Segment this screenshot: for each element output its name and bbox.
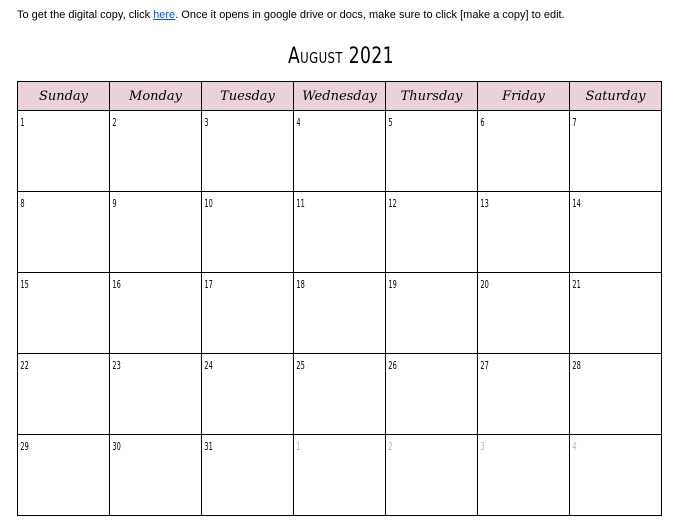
weekday-monday: Monday [110,82,202,111]
day-cell[interactable] [110,192,202,273]
day-cell[interactable] [386,111,478,192]
day-number: 20 [480,278,489,291]
weekday-friday: Friday [478,82,570,111]
day-cell[interactable] [478,354,570,435]
day-number: 7 [572,116,577,129]
day-cell[interactable] [570,111,662,192]
day-number: 11 [296,197,305,210]
weekday-saturday: Saturday [570,82,662,111]
day-number-next-month: 3 [480,440,485,453]
day-cell[interactable] [18,192,110,273]
weekday-thursday: Thursday [386,82,478,111]
day-cell-next-month[interactable] [478,435,570,516]
day-cell[interactable] [294,192,386,273]
day-number: 3 [204,116,209,129]
day-number: 8 [20,197,25,210]
day-number: 5 [388,116,393,129]
day-cell[interactable] [110,354,202,435]
day-cell[interactable] [570,273,662,354]
day-number: 15 [20,278,29,291]
day-number: 29 [20,440,29,453]
day-cell-next-month[interactable] [570,435,662,516]
day-cell[interactable] [110,111,202,192]
day-number: 13 [480,197,489,210]
calendar-title: August 2021 [288,44,394,69]
day-cell[interactable] [478,111,570,192]
day-number: 2 [112,116,117,129]
week-row [18,435,662,516]
day-cell-next-month[interactable] [294,435,386,516]
day-cell[interactable] [570,354,662,435]
weekday-header-row [18,82,662,111]
day-cell[interactable] [570,192,662,273]
week-row [18,354,662,435]
instructions-after-link: . Once it opens in google drive or docs, make sure to click [make a copy] to edit. [175,9,565,21]
day-cell[interactable] [478,192,570,273]
day-number: 27 [480,359,489,372]
day-cell[interactable] [202,273,294,354]
digital-copy-link[interactable]: here [153,9,176,21]
day-number: 6 [480,116,485,129]
day-cell[interactable] [202,354,294,435]
day-cell[interactable] [294,354,386,435]
week-row [18,192,662,273]
weekday-tuesday: Tuesday [202,82,294,111]
week-row [18,111,662,192]
day-number: 31 [204,440,213,453]
day-number: 26 [388,359,397,372]
day-number-next-month: 1 [296,440,301,453]
day-number: 9 [112,197,117,210]
day-cell[interactable] [18,273,110,354]
day-cell[interactable] [18,111,110,192]
instructions-text [17,9,565,21]
day-number: 16 [112,278,121,291]
day-cell[interactable] [294,111,386,192]
day-cell[interactable] [110,435,202,516]
day-number: 17 [204,278,213,291]
day-number: 1 [20,116,25,129]
weekday-sunday: Sunday [18,82,110,111]
day-cell[interactable] [294,273,386,354]
day-number: 19 [388,278,397,291]
day-number: 25 [296,359,305,372]
weekday-wednesday: Wednesday [294,82,386,111]
day-number: 23 [112,359,121,372]
day-number: 14 [572,197,581,210]
day-cell[interactable] [110,273,202,354]
day-cell[interactable] [202,435,294,516]
day-cell[interactable] [478,273,570,354]
day-cell[interactable] [18,354,110,435]
day-number: 21 [572,278,581,291]
day-cell[interactable] [202,111,294,192]
day-number: 30 [112,440,121,453]
instructions-before-link: To get the digital copy, click [17,9,154,21]
day-number: 12 [388,197,397,210]
day-number: 22 [20,359,29,372]
day-cell[interactable] [386,192,478,273]
day-cell[interactable] [202,192,294,273]
day-cell[interactable] [386,354,478,435]
week-row [18,273,662,354]
day-number: 18 [296,278,305,291]
day-cell[interactable] [386,273,478,354]
calendar-grid [17,81,662,516]
day-number-next-month: 4 [572,440,577,453]
day-number: 24 [204,359,213,372]
day-cell-next-month[interactable] [386,435,478,516]
day-cell[interactable] [18,435,110,516]
day-number: 28 [572,359,581,372]
day-number: 10 [204,197,213,210]
day-number: 4 [296,116,301,129]
day-number-next-month: 2 [388,440,393,453]
